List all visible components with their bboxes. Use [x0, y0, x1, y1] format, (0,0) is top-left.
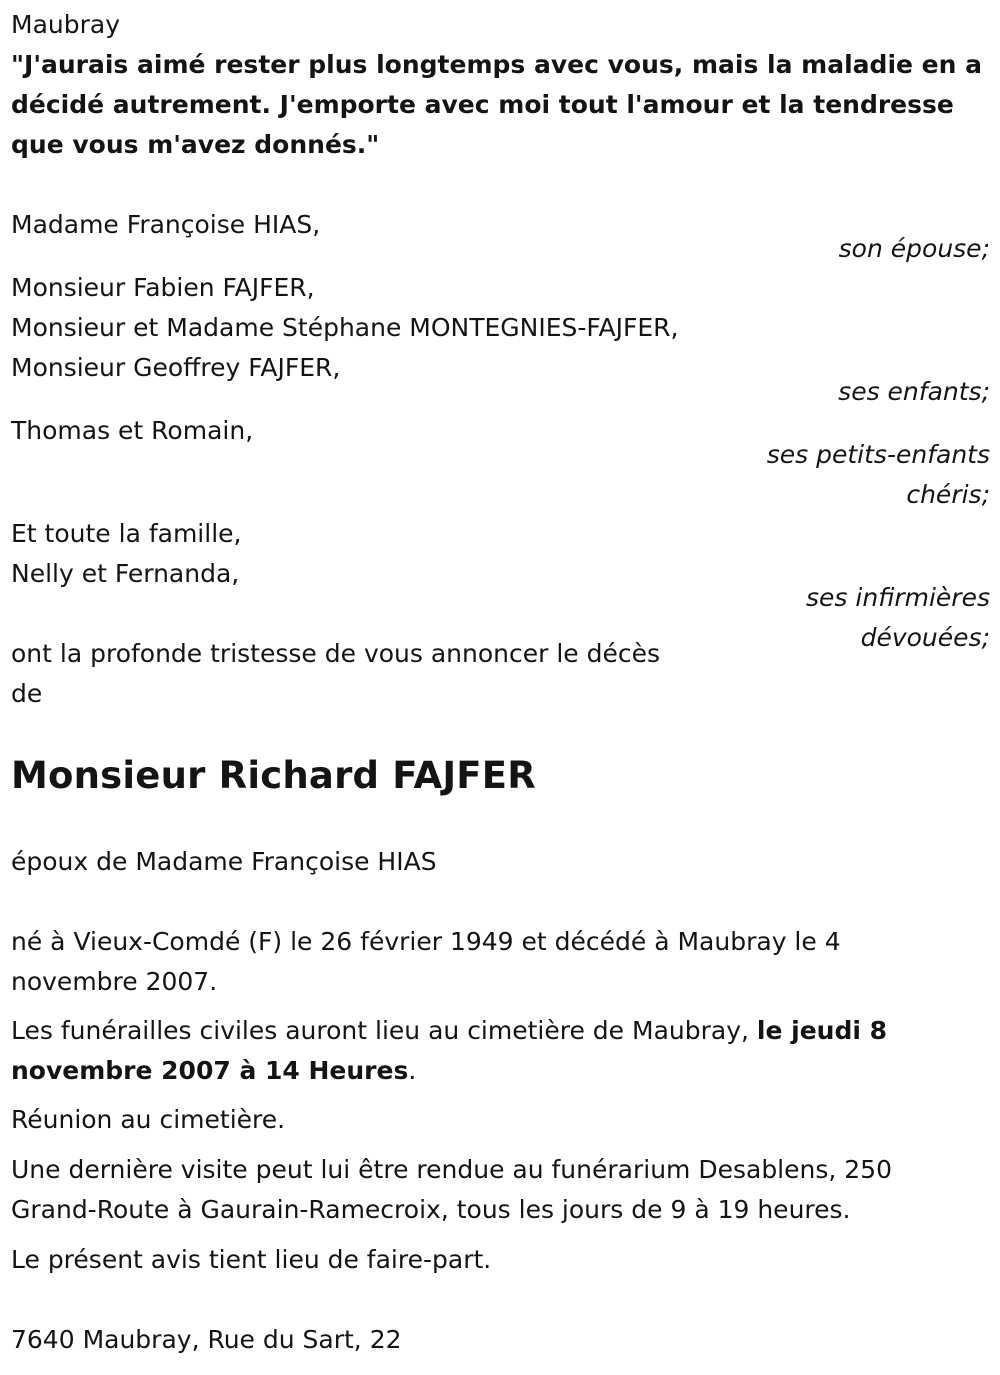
reunion-line: Réunion au cimetière. [11, 1105, 286, 1134]
place-name: Maubray [11, 10, 120, 39]
funeral-date-part-2: novembre 2007 à 14 Heures [11, 1056, 409, 1085]
child-2: Monsieur et Madame Stéphane MONTEGNIES-FAJFER, [11, 313, 679, 342]
spouse-name: Madame Françoise HIAS, [11, 210, 321, 239]
grandchildren-role-line-1: ses petits-enfants [766, 440, 990, 469]
visit-line-1: Une dernière visite peut lui être rendue au funérarium Desablens, 250 [11, 1155, 892, 1184]
funeral-line-2 [11, 1051, 416, 1091]
spouse-of-line: époux de Madame Françoise HIAS [11, 847, 437, 876]
nurses-role-line-2: dévouées; [860, 623, 990, 652]
quote-line-3: que vous m'avez donnés." [11, 130, 380, 159]
birth-death-line-1: né à Vieux-Comdé (F) le 26 février 1949 et décédé à Maubray le 4 [11, 927, 841, 956]
grandchildren-role-line-2: chéris; [906, 480, 990, 509]
children-role: ses enfants; [838, 377, 990, 406]
birth-death-line-2: novembre 2007. [11, 967, 218, 996]
funeral-line-1 [11, 1011, 887, 1051]
quote-line-1: "J'aurais aimé rester plus longtemps avec vous, mais la maladie en a [11, 50, 982, 79]
announcement-line-1: ont la profonde tristesse de vous annoncer le décès [11, 639, 661, 668]
quote-line-2: décidé autrement. J'emporte avec moi tout l'amour et la tendresse [11, 90, 954, 119]
deceased-name: Monsieur Richard FAJFER [11, 754, 536, 797]
funeral-date-part-1: le jeudi 8 [756, 1016, 888, 1045]
child-3: Monsieur Geoffrey FAJFER, [11, 353, 341, 382]
announcement-line-2: de [11, 679, 43, 708]
nurses-names: Nelly et Fernanda, [11, 559, 240, 588]
family-line: Et toute la famille, [11, 519, 242, 548]
address-line: 7640 Maubray, Rue du Sart, 22 [11, 1325, 402, 1354]
notice-line: Le présent avis tient lieu de faire-part. [11, 1245, 492, 1274]
visit-line-2: Grand-Route à Gaurain-Ramecroix, tous les jours de 9 à 19 heures. [11, 1195, 851, 1224]
nurses-role-line-1: ses infirmières [806, 583, 990, 612]
spouse-role: son épouse; [838, 234, 990, 263]
child-1: Monsieur Fabien FAJFER, [11, 273, 315, 302]
funeral-period: . [408, 1056, 417, 1085]
funeral-text: Les funérailles civiles auront lieu au cimetière de Maubray, [11, 1016, 757, 1045]
grandchildren-names: Thomas et Romain, [11, 416, 254, 445]
